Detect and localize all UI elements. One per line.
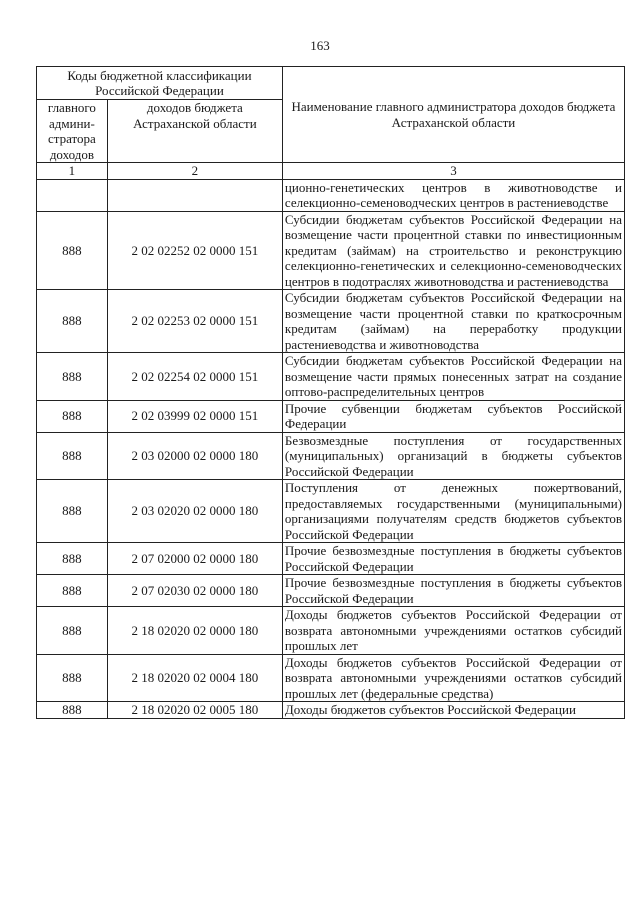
- code-column-header: доходов бюджета Астраханской области: [107, 100, 282, 163]
- continuation-cell: ционно-генетических центров в животноводстве и селекционно-семеноводческих центров в растениеводстве: [282, 179, 624, 211]
- table-row: [37, 432, 625, 480]
- admin-code-cell: [37, 179, 108, 211]
- income-code-cell: 2 18 02020 02 0004 180: [107, 654, 282, 702]
- admin-code-cell: 888: [37, 400, 108, 432]
- column-number: 2: [107, 163, 282, 180]
- budget-classification-table: [36, 66, 625, 719]
- income-code-cell: 2 03 02000 02 0000 180: [107, 432, 282, 480]
- income-code-cell: 2 07 02030 02 0000 180: [107, 575, 282, 607]
- income-code-cell: 2 18 02020 02 0000 180: [107, 607, 282, 655]
- admin-code-cell: 888: [37, 543, 108, 575]
- admin-code-cell: 888: [37, 575, 108, 607]
- table-row: [37, 290, 625, 353]
- admin-code-cell: 888: [37, 654, 108, 702]
- name-cell: Доходы бюджетов субъектов Российской Федерации: [282, 702, 624, 719]
- page-number: 163: [310, 38, 330, 53]
- income-code-cell: 2 02 02253 02 0000 151: [107, 290, 282, 353]
- table-row: [37, 607, 625, 655]
- income-code-cell: 2 03 02020 02 0000 180: [107, 480, 282, 543]
- table-row: [37, 654, 625, 702]
- admin-code-cell: 888: [37, 702, 108, 719]
- income-code-cell: 2 18 02020 02 0005 180: [107, 702, 282, 719]
- table-row: [37, 211, 625, 290]
- name-cell: Субсидии бюджетам субъектов Российской Федерации на возмещение части прямых понесенных затрат на создание оптово-распределительных центров: [282, 353, 624, 401]
- admin-code-cell: 888: [37, 432, 108, 480]
- table-row: [37, 702, 625, 719]
- name-cell: Прочие безвозмездные поступления в бюджеты субъектов Российской Федерации: [282, 575, 624, 607]
- table-row: [37, 353, 625, 401]
- table-body: [37, 211, 625, 718]
- income-code-cell: 2 02 02252 02 0000 151: [107, 211, 282, 290]
- income-code-cell: 2 07 02000 02 0000 180: [107, 543, 282, 575]
- income-code-cell: [107, 179, 282, 211]
- column-number: 3: [282, 163, 624, 180]
- admin-column-header: главного админи-стратора доходов: [37, 100, 108, 163]
- admin-code-cell: 888: [37, 211, 108, 290]
- name-cell: Доходы бюджетов субъектов Российской Федерации от возврата автономными учреждениями остатков субсидий прошлых лет (федеральные средства): [282, 654, 624, 702]
- name-cell: Доходы бюджетов субъектов Российской Федерации от возврата автономными учреждениями остатков субсидий прошлых лет: [282, 607, 624, 655]
- table-row: [37, 179, 625, 211]
- table-row: [37, 543, 625, 575]
- income-code-cell: 2 02 02254 02 0000 151: [107, 353, 282, 401]
- name-cell: Прочие субвенции бюджетам субъектов Российской Федерации: [282, 400, 624, 432]
- admin-code-cell: 888: [37, 480, 108, 543]
- name-cell: Субсидии бюджетам субъектов Российской Федерации на возмещение части процентной ставки по краткосрочным кредитам (займам) на переработку продукции растениеводства и животноводства: [282, 290, 624, 353]
- table-row: [37, 480, 625, 543]
- name-cell: Поступления от денежных пожертвований, предоставляемых государственными (муниципальными) организациями получателям средств бюджетов субъектов Российской Федерации: [282, 480, 624, 543]
- name-cell: Безвозмездные поступления от государственных (муниципальных) организаций в бюджеты субъектов Российской Федерации: [282, 432, 624, 480]
- admin-code-cell: 888: [37, 290, 108, 353]
- table-row: [37, 400, 625, 432]
- admin-code-cell: 888: [37, 607, 108, 655]
- table-row: [37, 575, 625, 607]
- income-code-cell: 2 02 03999 02 0000 151: [107, 400, 282, 432]
- codes-header: Коды бюджетной классификации Российской Федерации: [37, 67, 283, 100]
- name-cell: Субсидии бюджетам субъектов Российской Федерации на возмещение части процентной ставки по инвестиционным кредитам (займам) на строительство и реконструкцию селекционно-генетических и селекционно-семеноводческих центров в подотраслях животноводства и растениеводства: [282, 211, 624, 290]
- name-cell: Прочие безвозмездные поступления в бюджеты субъектов Российской Федерации: [282, 543, 624, 575]
- column-number: 1: [37, 163, 108, 180]
- name-column-header: Наименование главного администратора доходов бюджета Астраханской области: [282, 67, 624, 163]
- admin-code-cell: 888: [37, 353, 108, 401]
